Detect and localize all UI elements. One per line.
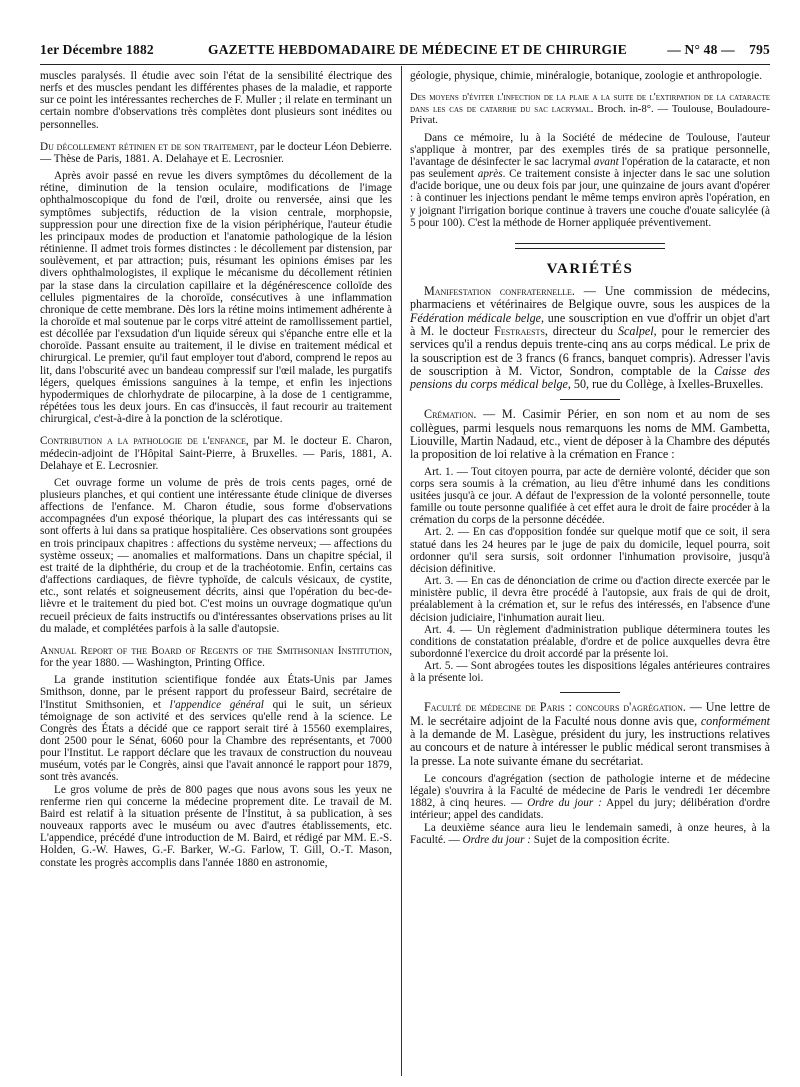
issue-and-page (667, 42, 770, 58)
review-body: Le gros volume de près de 800 pages que nous avons sous les yeux ne renferme rien qui concerne la médecine proprement dite. Le travail de M. Baird est relatif à la situation présente de l'Institut, à sa publication, à ses nouveaux rapports avec le muséum ou avec d'autres établissements, etc. L'appendice, précédé d'une introduction de M. Baird, et rédigé par MM. E.-S. Holden, G.-W. Hawes, G.-F. Barker, W.-G. Farlow, T. Gill, O.-T. Mason, constate les progrès accomplis dans l'année 1880 en astronomie, (40, 783, 392, 869)
separator (560, 692, 620, 693)
page-header (40, 42, 770, 60)
header-rule (40, 64, 770, 65)
section-heading-varietes: VARIÉTÉS (546, 260, 634, 277)
review-body: Dans ce mémoire, lu à la Société de médecine de Toulouse, l'auteur s'applique à montrer, par des exemples tirés de sa pratique personnelle, l'avantage de désinfecter le sac lacrymal avant l'opération de la cataracte, et non pas seulement après. Ce traitement consiste à injecter dans le sac une solution d'acide borique, une ou deux fois par jour, une quinzaine de jours avant d'opérer : à continuer les injections pendant le même temps environ après l'opération, en y joignant l'irrigation borique continue à travers une couche d'ouate salicylée (à 5 pour 100). C'est la méthode de Horner appliquée préventivement. (410, 131, 770, 229)
news-manifestation: Manifestation confraternelle. — Une commission de médecins, pharmaciens et vétérinaires de Belgique ouvre, sous les auspices de la Fédération médicale belge, une souscription en vue d'offrir un objet d'art à M. le docteur Festraests, directeur du Scalpel, pour le remercier des services qu'il a rendus depuis trente-cinq ans au corps médical. Le prix de la souscription est de 3 francs (6 francs, banquet compris). Adresser l'avis de souscription à M. Victor, Sondron, comptable de la Caisse des pensions du corps médical belge, 50, rue du Collège, à Ixelles-Bruxelles. (410, 284, 771, 392)
review-body: Après avoir passé en revue les divers symptômes du décollement de la rétine, diminution de la tension oculaire, modifications de l'image ophthalmoscopique du fond de l'œil, droite ou renversée, ainsi que les symptômes subjectifs, réduction de la vision centrale, morphopsie, suppression pour une direction fixe de la vision périphérique, l'auteur étudie les principaux modes de production et l'anatomie pathologique de la lésion rétinienne. Il admet trois formes distinctes : le décollement par distension, par soulèvement, et par attraction; puis, résumant les opinions émises par les divers ophthalmologistes, il explique le mécanisme du décollement rétinien par la stase dans la circulation capillaire et la dégénérescence colloïde des cellules pigmentaires de la choroïde, consécutives à une inflammation chronique de cette membrane. Dès lors la rétine moins intimement adhérente à la choroïde et mal soutenue par le corps vitré atteint de ramollissement partiel, est décollée par l'exsudation d'un liquide séreux qui s'épanche entre elle et la choroïde. Passant ensuite au traitement, il le divise en traitement médical et chirurgical. Le premier, qu'il faut employer tout d'abord, comprend le repos au lit, dans l'obscurité avec un bandeau compressif sur l'œil malade, les purgatifs légers, quelques émissions sanguines à la tempe, et enfin les injections hypodermiques de chlorhydrate de pilocarpine, à la dose de 1 centigramme, répétées tous les deux jours. En cas d'insuccès, il faut recourir au traitement chirurgical, c'est-à-dire à la ponction de la sclérotique. (40, 170, 392, 426)
ornamental-rule (515, 243, 665, 249)
review-debierre (40, 141, 392, 165)
law-article-4: Art. 4. — Un règlement d'administration publique déterminera toutes les conditions de constatation préalable, d'ordre et de police auxquelles devra être subordonné l'exercice du droit accordé par la présente loi. (410, 623, 770, 660)
news-cremation: Crémation. — M. Casimir Périer, en son nom et au nom de ses collègues, parmi lesquels nous remarquons les noms de MM. Gambetta, Liouville, Martin Nadaud, etc., vient de déposer à la Chambre des députés la proposition de loi relative à la crémation en France : (410, 407, 770, 462)
law-article-3: Art. 3. — En cas de dénonciation de crime ou d'action directe exercée par le ministère public, il devra être procédé à l'autopsie, aux frais de qui de droit, préalablement à la crémation et, sur le refus des intéressés, en l'absence d'une décision judiciaire, l'inhumation aurait lieu. (410, 575, 770, 624)
agregation-second-session: La deuxième séance aura lieu le lendemain samedi, à onze heures, à la Faculté. — Ordre du jour : Sujet de la composition écrite. (410, 821, 770, 846)
review-body: Cet ouvrage forme un volume de près de trois cents pages, orné de plusieurs planches, et qui contient une intéressante étude clinique de diverses affections de l'enfance. M. Charon étudie, sous forme d'observations accompagnées d'un exposé théorique, la plupart des cas intéressants qui se sont offerts à lui dans sa pratique hospitalière. Ces observations sont groupées en trois principaux chapitres : affections du système nerveux; — affections du système osseux; — anomalies et malformations. Dans un chapitre spécial, il est traité de la diphthérie, du croup et de la trachéotomie. Enfin, certains cas d'affections cardiaques, de fièvre typhoïde, de calculs vésicaux, de cystite, etc., sont relatés et soigneusement décrits, ainsi que l'opération du bec-de-lièvre et le traitement du pied bot. C'est moins un ouvrage dogmatique qu'un recueil précieux de faits instructifs ou d'intéressantes observations prises au lit du malade, et complétées parfois à la salle d'autopsie. (40, 476, 392, 635)
journal-title: GAZETTE HEBDOMADAIRE DE MÉDECINE ET DE CHIRURGIE (208, 42, 627, 57)
news-title: Faculté de médecine de Paris : concours d'agrégation. (424, 700, 686, 715)
separator (560, 399, 620, 400)
review-title: Annual Report of the Board of Regents of the Smithsonian Institution, (40, 644, 392, 657)
continued-paragraph: géologie, physique, chimie, minéralogie, botanique, zoologie et anthropologie. (410, 70, 763, 82)
review-title: Contribution a la pathologie de l'enfance, (40, 435, 249, 448)
left-column (40, 70, 392, 869)
news-title: Manifestation confraternelle. (424, 284, 575, 299)
news-agregation: Faculté de médecine de Paris : concours d'agrégation. — Une lettre de M. le secrétaire adjoint de la Faculté nous donne avis que, conformément à la demande de M. Lasègue, président du jury, les instructions relatives au concours et de nature à intéresser le public médical seront transmises à la presse. La note suivante émane du secrétariat. (410, 700, 770, 768)
review-body: La grande institution scientifique fondée aux États-Unis par James Smithson, donne, par le présent rapport du professeur Baird, secrétaire de l'Institut Smithsonien, et l'appendice général qui le suit, un sérieux témoignage de son activité et des services qu'elle rend à la science. Le Congrès des États a décidé que ce rapport serait tiré à 15560 exemplaires, dont 2500 pour le Sénat, 6060 pour la Chambre des représentants, et 7000 pour l'Institut. Le rapport déclare que les travaux de construction du nouveau muséum, votés par le Congrès, ainsi que l'avait annoncé le rapport pour 1879, sont très avancés. (40, 674, 393, 784)
review-reference: for the year 1880. — Washington, Printing Office. (40, 657, 265, 670)
law-article-2: Art. 2. — En cas d'opposition fondée sur quelque motif que ce soit, il sera statué dans les 24 heures par le juge de paix du domicile, lequel pourra, soit ordonner qu'il sera sursis, soit ordonner l'inhumation provisoire, jusqu'à décision définitive. (410, 526, 770, 575)
review-charon (40, 435, 392, 471)
agregation-details: Le concours d'agrégation (section de pathologie interne et de médecine légale) s'ouvrira à la Faculté de médecine de Paris le vendredi 1er décembre 1882, à cinq heures. — Ordre du jour : Appel du jury; délibération d'ordre intérieur; appel des candidats. (410, 772, 770, 822)
law-article-5: Art. 5. — Sont abrogées toutes les dispositions légales antérieures contraires à la présente loi. (410, 660, 770, 685)
news-title: Crémation. (424, 407, 477, 422)
issue-number: — N° 48 — (667, 42, 735, 57)
review-title: Des moyens d'éviter l'infection de la plaie a la suite de l'extirpation de la cataracte dans les cas de catarrhe du sac lacrymal. (410, 92, 770, 115)
review-cataract (410, 92, 770, 127)
review-reference: Broch. in-8°. — Toulouse, Bouladoure-Privat. (410, 103, 770, 127)
header-date: 1er Décembre 1882 (40, 42, 154, 57)
review-title: Du décollement rétinien et de son traitement, (40, 140, 258, 153)
review-reference: par le docteur Léon Debierre. — Thèse de Paris, 1881. A. Delahaye et E. Lecrosnier. (40, 140, 392, 165)
law-article-1: Art. 1. — Tout citoyen pourra, par acte de dernière volonté, décider que son corps sera soumis à la crémation, au lieu d'être inhumé dans les conditions usitées jusqu'à ce jour. A défaut de l'expression de la volonté personnelle, toute famille ou toute personne qualifiée à cet effet aura le droit de faire procéder à la crémation du corps de la personne décédée. (410, 465, 770, 527)
review-smithsonian (40, 645, 392, 669)
continued-paragraph: muscles paralysés. Il étudie avec soin l'état de la sensibilité électrique des nerfs et des muscles pendant les différentes phases de la maladie, et rapporte sur ce point les intéressantes recherches de F. Muller ; il relate en terminant un certain nombre d'observations très complètes dont plusieurs sont inédites ou personnelles. (40, 70, 392, 131)
right-column (410, 70, 770, 846)
page-number: 795 (749, 42, 770, 57)
column-divider (401, 66, 402, 1076)
review-reference: par M. le docteur E. Charon, médecin-adjoint de l'Hôpital Saint-Pierre, à Bruxelles. — Paris, 1881, A. Delahaye et E. Lecrosnier. (40, 435, 392, 472)
